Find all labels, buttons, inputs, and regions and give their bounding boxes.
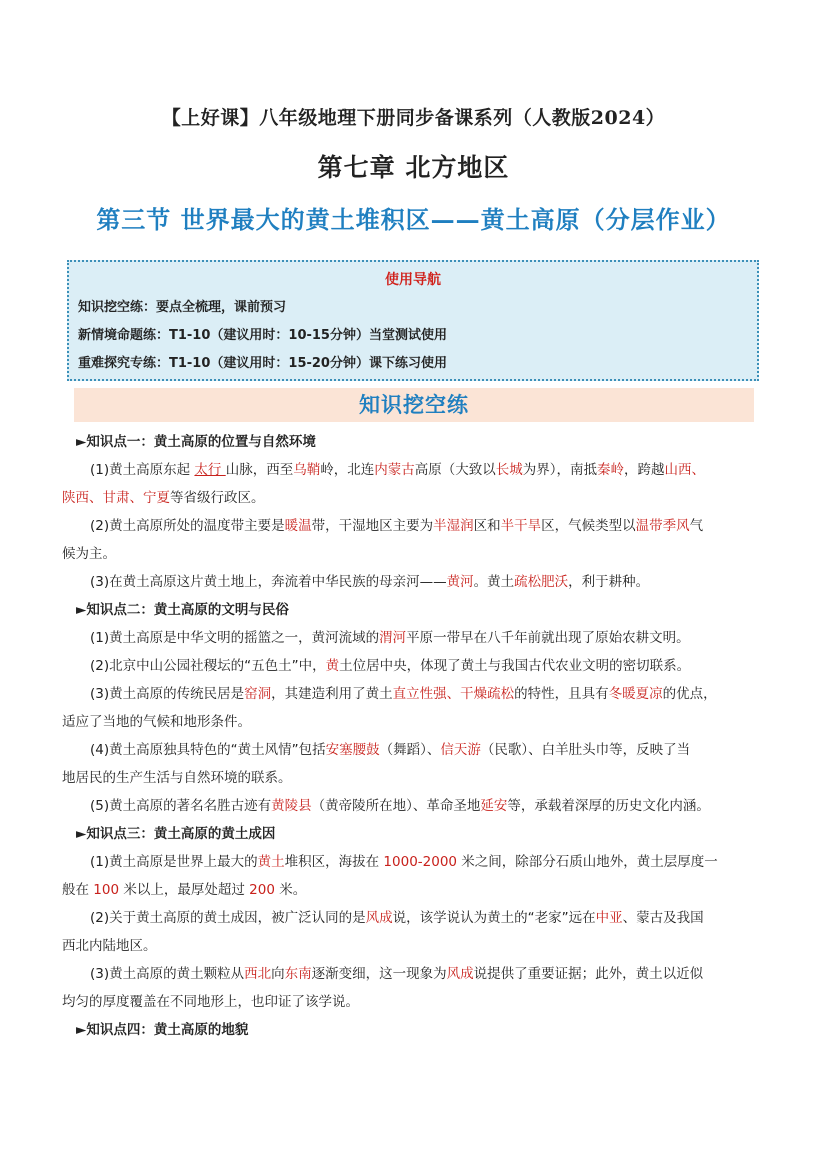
paragraph [62, 960, 766, 1016]
answer: 疏松肥沃 [514, 574, 569, 590]
text: 的优点， [662, 686, 717, 702]
text: 般在 [62, 882, 94, 898]
answer: 山西、 [664, 462, 705, 478]
answer: 风成 [365, 910, 393, 926]
paragraph [62, 512, 766, 568]
answer: 太行 [194, 462, 226, 478]
text: (1)黄土高原东起 [90, 462, 195, 478]
knowledge-content [62, 428, 766, 1044]
answer: 黄河 [446, 574, 474, 590]
text: 、蒙古及我国 [622, 910, 704, 926]
knowledge-point-heading: ►知识点三：黄土高原的黄土成因 [76, 826, 276, 842]
text: 米以上，最厚处超过 [119, 882, 250, 898]
text: 土位居中央，体现了黄土与我国古代农业文明的密切联系。 [339, 658, 691, 674]
paragraph [76, 624, 766, 652]
paragraph [62, 848, 766, 904]
text: (3)黄土高原的黄土颗粒从 [90, 966, 245, 982]
answer: 窑洞 [244, 686, 272, 702]
answer: 直立性强、干燥疏松 [392, 686, 515, 702]
section-title: 第三节 世界最大的黄土堆积区——黄土高原（分层作业） [96, 205, 731, 234]
answer: 暖温 [284, 518, 312, 534]
answer: 半干旱 [500, 518, 542, 534]
answer: 黄土 [257, 854, 285, 870]
text: (3)黄土高原的传统民居是 [90, 686, 245, 702]
paragraph [76, 652, 766, 680]
text: (2)关于黄土高原的黄土成因，被广泛认同的是 [90, 910, 366, 926]
text: (4)黄土高原独具特色的“黄土风情”包括 [90, 742, 326, 758]
paragraph [62, 456, 766, 512]
text: (1)黄土高原是中华文明的摇篮之一，黄河流域的 [90, 630, 380, 646]
usage-guide-box [67, 260, 759, 381]
text: 区，气候类型以 [541, 518, 636, 534]
chapter-title: 第七章 北方地区 [317, 153, 510, 182]
text: 平原一带早在八千年前就出现了原始农耕文明。 [406, 630, 690, 646]
answer: 黄 [325, 658, 340, 674]
text: 高原（大致以 [414, 462, 496, 478]
text: 候为主。 [62, 546, 116, 562]
guide-line-knowledge: 知识挖空练：要点全梳理，课前预习 [78, 300, 287, 315]
text: 逐渐变细，这一现象为 [311, 966, 447, 982]
text: 岭，北连 [320, 462, 375, 478]
text: (5)黄土高原的著名名胜古迹有 [90, 798, 272, 814]
text: 等，承载着深厚的历史文化内涵。 [507, 798, 710, 814]
text: ，利于耕种。 [568, 574, 650, 590]
text: 向 [271, 966, 285, 982]
answer: 安塞腰鼓 [325, 742, 380, 758]
text: 。黄土 [473, 574, 515, 590]
answer: 秦岭 [596, 462, 624, 478]
text: 等省级行政区。 [170, 490, 265, 506]
text: ，跨越 [623, 462, 665, 478]
text: 带，干湿地区主要为 [311, 518, 434, 534]
answer: 延安 [480, 798, 508, 814]
paragraph [62, 736, 766, 792]
text: (1)黄土高原是世界上最大的 [90, 854, 258, 870]
text: 米之间，除部分石质山地外，黄土层厚度一 [457, 854, 718, 870]
text: 气 [689, 518, 704, 534]
text: （民歌）、白羊肚头巾等，反映了当 [480, 742, 691, 758]
paragraph [62, 904, 766, 960]
text: ，其建造利用了黄土 [271, 686, 393, 702]
paragraph [76, 792, 766, 820]
text: 适应了当地的气候和地形条件。 [62, 714, 251, 730]
answer: 半湿润 [433, 518, 474, 534]
answer: 信天游 [440, 742, 481, 758]
answer: 1000-2000 [383, 854, 458, 870]
text: (2)北京中山公园社稷坛的“五色土”中， [90, 658, 326, 674]
text: (3)在黄土高原这片黄土地上，奔流着中华民族的母亲河—— [90, 574, 447, 590]
text: 的特性，且具有 [514, 686, 609, 702]
section-banner [74, 388, 754, 422]
text: 说，该学说认为黄土的“老家”远在 [392, 910, 596, 926]
series-title: 【上好课】八年级地理下册同步备课系列（人教版2024） [161, 107, 666, 129]
text: (2)黄土高原所处的温度带主要是 [90, 518, 285, 534]
text: 地居民的生产生活与自然环境的联系。 [62, 770, 292, 786]
answer: 温带季风 [635, 518, 690, 534]
answer: 陕西、甘肃、宁夏 [62, 490, 170, 506]
answer: 东南 [284, 966, 312, 982]
answer: 风成 [446, 966, 474, 982]
text: 区和 [473, 518, 501, 534]
answer: 内蒙古 [374, 462, 415, 478]
answer: 冬暖夏凉 [608, 686, 663, 702]
guide-line-new-context: 新情境命题练：T1-10（建议用时：10-15分钟）当堂测试使用 [78, 328, 447, 343]
guide-line-key-difficult: 重难探究专练：T1-10（建议用时：15-20分钟）课下练习使用 [78, 356, 447, 371]
answer: 200 [249, 882, 275, 898]
section-banner-label: 知识挖空练 [359, 392, 469, 417]
knowledge-point-heading: ►知识点四：黄土高原的地貌 [76, 1022, 249, 1038]
text: （黄帝陵所在地）、革命圣地 [311, 798, 481, 814]
text: 说提供了重要证据；此外，黄土以近似 [473, 966, 704, 982]
text: 堆积区，海拔在 [284, 854, 384, 870]
knowledge-point-heading: ►知识点一：黄土高原的位置与自然环境 [76, 434, 316, 450]
usage-guide-heading: 使用导航 [385, 272, 441, 288]
knowledge-point-heading: ►知识点二：黄土高原的文明与民俗 [76, 602, 289, 618]
answer: 渭河 [379, 630, 407, 646]
answer: 乌鞘 [293, 462, 321, 478]
answer: 100 [93, 882, 120, 898]
text: 米。 [274, 882, 307, 898]
text: 西北内陆地区。 [62, 938, 157, 954]
text: （舞蹈）、 [379, 742, 441, 758]
answer: 黄陵县 [271, 798, 312, 814]
answer: 西北 [244, 966, 272, 982]
text: 山脉，西至 [225, 462, 294, 478]
text: 为界），南抵 [522, 462, 597, 478]
answer: 中亚 [595, 910, 623, 926]
text: 均匀的厚度覆盖在不同地形上，也印证了该学说。 [62, 994, 359, 1010]
paragraph [76, 568, 766, 596]
paragraph [62, 680, 766, 736]
answer: 长城 [495, 462, 523, 478]
